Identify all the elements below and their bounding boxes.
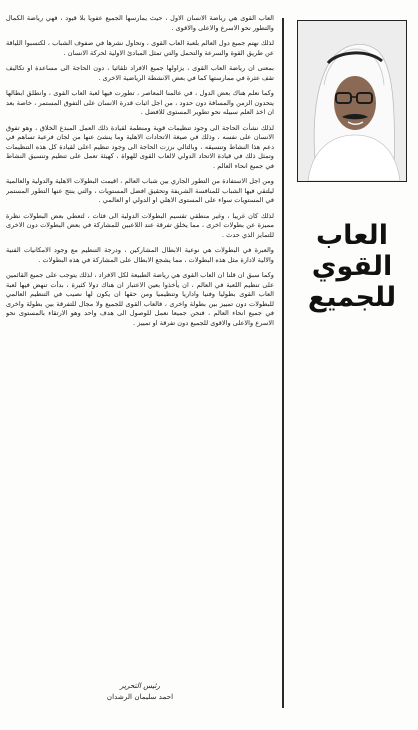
- column-divider: [282, 18, 284, 708]
- article-paragraph: لذلك نهتم جميع دول العالم بلعبة العاب القوى ، وتحاول نشرها في صفوف الشباب ، لكتسبوا اللياقة عن طريق القوة والسرعة والتحمل والتي تمثل المبادئ الاولية لحركة الانسان .: [6, 39, 274, 57]
- editor-title: رئيس التحرير: [119, 681, 160, 690]
- article-paragraph: العاب القوى هي رياضة الانسان الاول ، حيث يمارسها الجميع عفويا بلا قيود ، فهي رياضة الكمال والتطور نحو الاسرع والاعلى والاقوى .: [6, 14, 274, 32]
- author-portrait: [297, 20, 407, 182]
- article-paragraph: والعبرة في البطولات هي نوعية الابطال المشاركين ، ودرجة التنظيم مع وجود الامكانيات الفنية والالية لادارة مثل هذه البطولات ، مما يشجع الابطال على المشاركة في هذه البطولات .: [6, 246, 274, 264]
- article-paragraph: وكما نعلم هناك بعض الدول ، في عالمنا المعاصر ، تطورت فيها لعبة العاب القوى ، وانطلق ابطالها يتحدون الزمن والمسافة دون حدود ، من اجل اثبات قدرة الانسان على التفوق المستمر ، خاصة بعد ان اخذ العلم سبيله نحو تطوير المستوى للافضل .: [6, 89, 274, 116]
- editor-name: احمد سليمان الرشدان: [106, 692, 174, 701]
- portrait-photo: [298, 21, 406, 181]
- article-paragraph: وكما سبق ان قلنا ان العاب القوى هي رياضة الطبيعة لكل الافراد ، لذلك يتوجب على جميع القائمين على تنظيم اللعبة في العالم ، ان يأخذوا بعين الاعتبار ان هناك دولا كثيرة ، بدأت تنهض فيها لعبة العاب القوى بطوليا وفنيا واداريا وتنظيميا ومن حقها ان يكون لها نصيب في التنظيم العالمي للبطولات دون تمييز بين بطولة واخرى ، فالعاب القوى للجميع ولا مجال للتفرقة بين بطولة واخرى في جميع انحاء العالم ، فنحن جميعا نعمل للوصول الى هدف واحد وهو الارتقاء بالمستوى نحو الاسرع والاعلى والاقوى للجميع دون تفرقة او تمييز .: [6, 271, 274, 327]
- article-paragraph: لذلك كان غريبا ، وغير منطقي تقسيم البطولات الدولية الى فئات ، لتعطي بعض البطولات نظرة مميزة عن بطولات اخرى ، مما يخلق تفرقة عند اللاعبين للمشاركة في بعض البطولات دون الاخرى للتمايز الذي حدث .: [6, 211, 274, 239]
- headline-line: العاب: [316, 220, 388, 251]
- headline: [292, 220, 412, 313]
- article-body: [6, 14, 274, 704]
- signature-block: [40, 680, 240, 702]
- headline-line: للجميع: [307, 282, 397, 313]
- article-paragraph: بمعنى ان رياضة العاب القوى ، يزاولها جميع الافراد تلقائيا ، دون الحاجة الى مساعدة او تكاليف تقف عثرة في ممارستها كما في بعض الانشطة الرياضية الاخرى .: [6, 64, 274, 82]
- article-paragraph: ومن اجل الاستفادة من التطور الجاري بين شباب العالم ، اقيمت البطولات الاهلية والدولية والعالمية ليلتقي فيها الشباب للمنافسة الشريفة وتحقيق افضل المستويات ، والتي ينتج عنها التطور المستمر في المستويات سواء على المستوى الاهلي او الدولي او العالمي .: [6, 177, 274, 204]
- headline-line: القوي: [311, 251, 393, 282]
- article-paragraph: لذلك نشأت الحاجة الى وجود تنظيمات قوية ومنظمة لقيادة ذلك العمل المبدع الخلاق ، وهو تفوق الانسان على نفسه ، وذلك في صيغة الاتحادات الاهلية وما ينشئ عنها من لجان فرعية تساهم في دعم هذا النشاط وتنسيقه ، وبالتالي برزت الحاجة الى وجود تنظيم اعلى لقيادة كل هذه التنظيمات وتمثل ذلك في قيادة الاتحاد الدولي لالعاب القوى للهواة ، كهيئة تعمل على تنظيم وتنسيق النشاط في جميع انحاء العالم .: [6, 123, 274, 170]
